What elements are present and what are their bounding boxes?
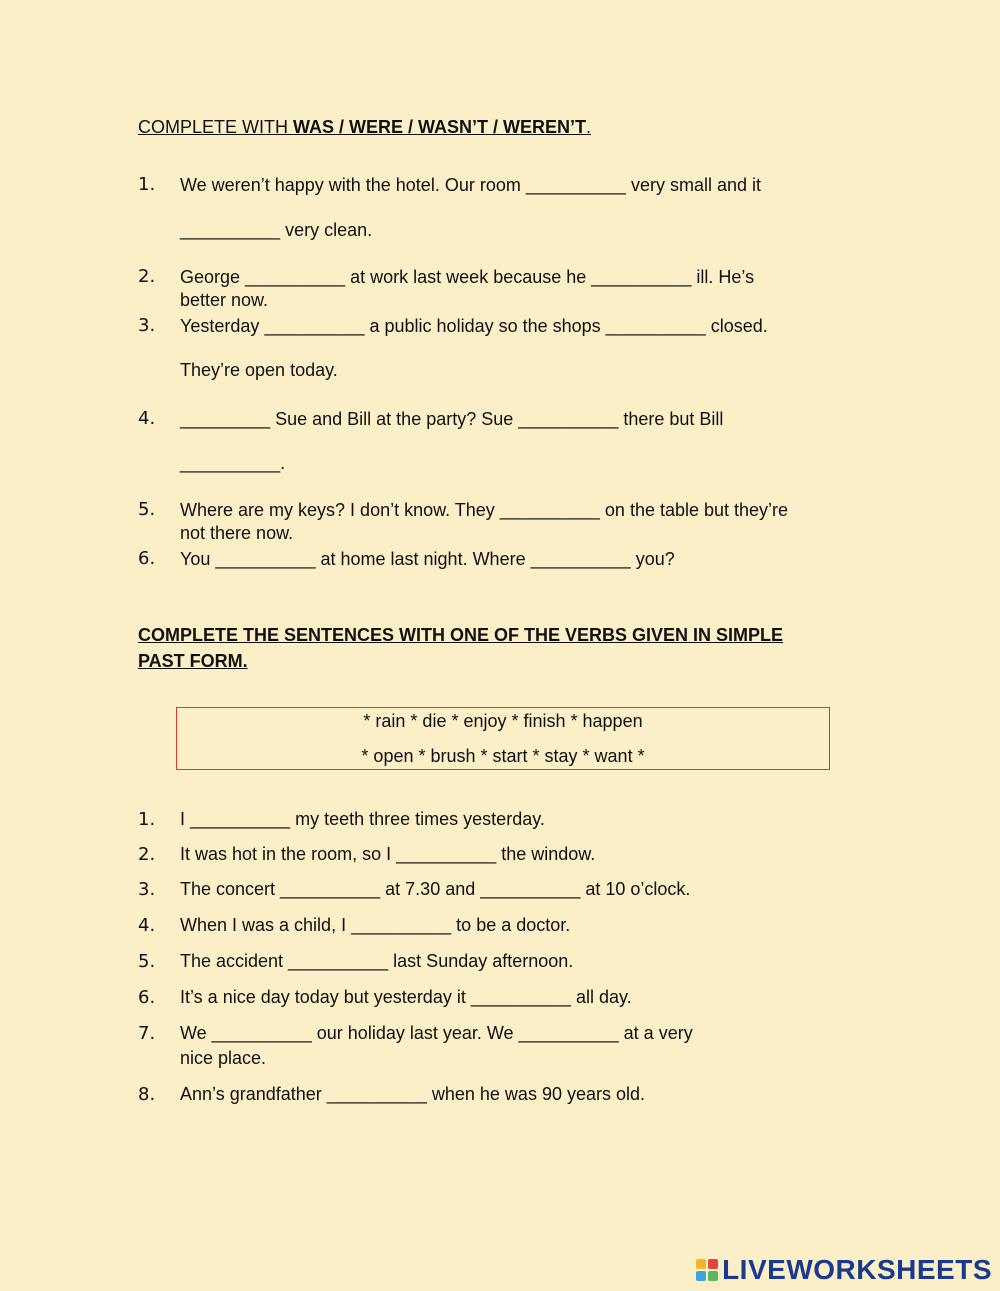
s2-item-4-line-1: When I was a child, I __________ to be a doctor. bbox=[180, 915, 571, 935]
s1-item-5-line-2: not there now. bbox=[180, 523, 294, 543]
s1-item-1-number: 1. bbox=[138, 174, 156, 195]
s1-item-6-number: 6. bbox=[138, 548, 156, 569]
s1-item-2-number: 2. bbox=[138, 266, 156, 287]
s2-item-4-number: 4. bbox=[138, 915, 156, 936]
s1-item-5-line-1: Where are my keys? I don’t know. They __________ on the table but they’re bbox=[180, 500, 789, 520]
s2-item-8-line-1: Ann’s grandfather __________ when he was 90 years old. bbox=[180, 1084, 646, 1104]
s2-item-1-number: 1. bbox=[138, 809, 156, 830]
s1-item-4-line-1: _________ Sue and Bill at the party? Sue __________ there but Bill bbox=[180, 409, 724, 429]
s2-item-3-line-1: The concert __________ at 7.30 and __________ at 10 o’clock. bbox=[180, 879, 691, 899]
s2-item-2-number: 2. bbox=[138, 844, 156, 865]
logo-block-1 bbox=[696, 1259, 706, 1269]
s1-item-2-line-1: George __________ at work last week because he __________ ill. He’s bbox=[180, 267, 755, 287]
liveworksheets-logo bbox=[696, 1255, 992, 1285]
logo-text: LIVEWORKSHEETS bbox=[722, 1254, 992, 1285]
verb-list-box bbox=[176, 707, 830, 770]
s2-item-5-number: 5. bbox=[138, 951, 156, 972]
section2-title bbox=[138, 622, 858, 674]
logo-blocks-icon bbox=[696, 1259, 718, 1281]
verb-list-line-2: * open * brush * start * stay * want * bbox=[361, 746, 645, 766]
s2-item-3-number: 3. bbox=[138, 879, 156, 900]
s1-item-1-line-2: __________ very clean. bbox=[180, 220, 373, 240]
s2-item-7-line-1: We __________ our holiday last year. We __________ at a very bbox=[180, 1023, 693, 1043]
s1-item-3-line-1: Yesterday __________ a public holiday so the shops __________ closed. bbox=[180, 316, 768, 336]
s1-item-4-line-2: __________. bbox=[180, 453, 286, 473]
s1-item-3-line-2: They’re open today. bbox=[180, 360, 338, 380]
s2-item-6-line-1: It’s a nice day today but yesterday it __________ all day. bbox=[180, 987, 632, 1007]
s1-item-3-number: 3. bbox=[138, 315, 156, 336]
section1-title bbox=[138, 117, 591, 138]
verb-list-line-1: * rain * die * enjoy * finish * happen bbox=[363, 711, 643, 731]
s2-item-7-line-2: nice place. bbox=[180, 1048, 267, 1068]
section1-title-bold: WAS / WERE / WASN’T / WEREN’T bbox=[293, 117, 587, 137]
s2-item-5-line-1: The accident __________ last Sunday afternoon. bbox=[180, 951, 574, 971]
section1-title-suffix: . bbox=[586, 117, 592, 137]
logo-block-2 bbox=[708, 1259, 718, 1269]
logo-block-3 bbox=[696, 1271, 706, 1281]
section2-title-line-2: PAST FORM. bbox=[138, 651, 248, 671]
s1-item-4-number: 4. bbox=[138, 408, 156, 429]
s1-item-5-number: 5. bbox=[138, 499, 156, 520]
section1-title-prefix: COMPLETE WITH bbox=[138, 117, 294, 137]
logo-block-4 bbox=[708, 1271, 718, 1281]
s2-item-1-line-1: I __________ my teeth three times yesterday. bbox=[180, 809, 545, 829]
section2-title-line-1: COMPLETE THE SENTENCES WITH ONE OF THE VERBS GIVEN IN SIMPLE bbox=[138, 625, 784, 645]
s1-item-2-line-2: better now. bbox=[180, 290, 269, 310]
s2-item-7-number: 7. bbox=[138, 1023, 156, 1044]
s2-item-8-number: 8. bbox=[138, 1084, 156, 1105]
s1-item-6-line-1: You __________ at home last night. Where __________ you? bbox=[180, 549, 675, 569]
s1-item-1-line-1: We weren’t happy with the hotel. Our room __________ very small and it bbox=[180, 175, 761, 195]
s2-item-6-number: 6. bbox=[138, 987, 156, 1008]
s2-item-2-line-1: It was hot in the room, so I __________ the window. bbox=[180, 844, 596, 864]
